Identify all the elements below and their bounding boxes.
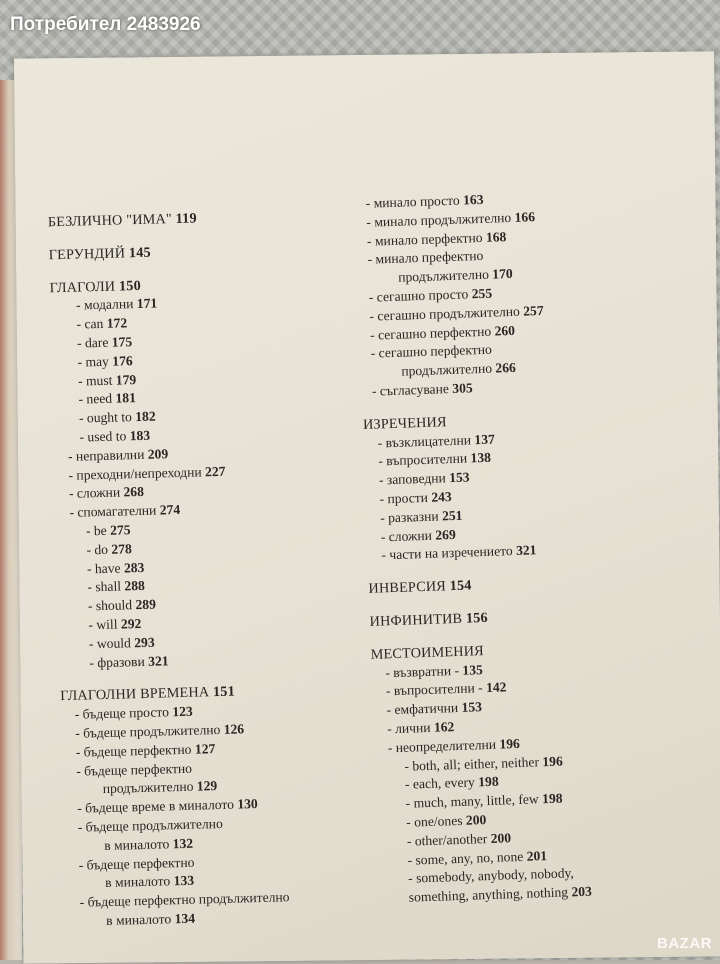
index-page-number: 196 — [499, 735, 521, 752]
index-page-number: 172 — [106, 315, 128, 331]
index-entry-text: в миналото — [105, 911, 172, 928]
index-page-number: 137 — [474, 431, 496, 447]
index-page-number: 266 — [495, 360, 517, 376]
index-entry-text: - both, all; either, neither — [404, 753, 540, 774]
index-entry-text: - минало продължително — [366, 209, 512, 230]
index-page-number: 162 — [433, 719, 455, 735]
index-page-number: 129 — [196, 778, 218, 794]
index-entry-text: - сложни — [380, 527, 433, 544]
index-entry-text: - емфатични — [386, 700, 459, 718]
index-entry-text: - части на изречението — [381, 543, 513, 563]
index-entry-text: - do — [86, 541, 109, 558]
index-entry — [368, 570, 668, 599]
index-entry-text: - some, any, no, none — [407, 848, 524, 868]
index-page-number: 138 — [470, 450, 492, 466]
index-page-number: 200 — [490, 829, 512, 846]
index-entry-text: - минало просто — [365, 192, 460, 211]
index-entry-text: - модални — [75, 296, 134, 313]
index-entry-text: - be — [85, 522, 107, 539]
index-page-number: 257 — [522, 302, 544, 319]
index-page-number: 132 — [172, 835, 194, 851]
index-page-number: 151 — [212, 683, 236, 701]
book-page — [14, 51, 720, 963]
index-page-number: 153 — [448, 469, 470, 486]
index-entry-text: - бъдеще перфектно — [75, 741, 192, 760]
index-page-number: 278 — [111, 540, 132, 557]
index-page-number: 196 — [542, 753, 563, 769]
index-page-number: 321 — [147, 652, 169, 669]
index-entry-text: - will — [88, 616, 118, 633]
index-entry-text: - one/ones — [406, 812, 463, 830]
index-entry-text: - must — [77, 372, 113, 389]
index-page-number: 274 — [159, 502, 181, 518]
index-page-number: 150 — [118, 277, 142, 295]
index-entry-text: - сегашно продължително — [369, 303, 521, 324]
index-page-number: 275 — [109, 522, 131, 538]
index-entry-text: - заповедни — [378, 470, 447, 488]
index-page-number: 126 — [223, 721, 245, 737]
index-entry-text: - бъдеще продължително — [75, 721, 221, 741]
index-entry-text: - ought to — [78, 409, 133, 426]
index-entry-text: - may — [77, 353, 110, 370]
index-entry-text: - сегашно перфектно — [369, 323, 492, 343]
index-page-number: 166 — [514, 208, 536, 225]
user-watermark: Потребител 2483926 — [10, 14, 201, 35]
index-page-number: 179 — [115, 371, 137, 388]
index-entry-text: - бъдеще перфектно — [78, 854, 195, 873]
index-entry-text: - would — [88, 635, 132, 652]
index-page-number: 119 — [175, 210, 197, 227]
index-page-number: 255 — [471, 285, 493, 302]
index-page-number: 292 — [120, 615, 142, 632]
index-page-number: 269 — [435, 526, 456, 543]
index-page-number: 130 — [237, 796, 258, 812]
index-page-number: 127 — [194, 740, 216, 757]
index-entry-text: продължително — [401, 360, 493, 379]
index-page-number: 154 — [449, 577, 472, 595]
index-entry-text: ГЛАГОЛНИ ВРЕМЕНА — [60, 684, 210, 705]
index-entry-text: - неправилни — [67, 446, 145, 464]
index-column-left — [48, 205, 367, 931]
index-entry-text: - somebody, anybody, nobody, — [407, 865, 575, 887]
index-page-number: 145 — [128, 244, 152, 262]
index-entry-text: ГЕРУНДИЙ — [48, 245, 126, 264]
index-page-number: 182 — [135, 408, 156, 425]
index-page-number: 123 — [172, 703, 193, 720]
index-entry-text: - фразови — [89, 653, 145, 670]
index-entry-text: - бъдеще просто — [74, 704, 170, 722]
index-entry-text: ИЗРЕЧЕНИЯ — [362, 413, 447, 433]
index-entry-text: - much, many, little, few — [405, 791, 539, 811]
index-entry — [369, 603, 669, 632]
index-entry-text: продължително — [102, 779, 194, 797]
index-entry-text: - each, every — [404, 774, 476, 793]
index-entry-text: - сегашно перфектно — [370, 342, 493, 362]
index-entry-text: в миналото — [104, 836, 170, 853]
index-page-number: 175 — [111, 334, 133, 350]
index-page-number: 153 — [461, 699, 483, 715]
index-entry-text: ГЛАГОЛИ — [49, 278, 116, 296]
index-page-number: 168 — [485, 228, 507, 245]
index-entry-text: - shall — [87, 578, 122, 595]
index-page-number: 200 — [465, 812, 487, 828]
index-entry-text: - прости — [379, 489, 429, 507]
index-entry-text: - need — [78, 391, 113, 407]
index-entry-text: - other/another — [406, 830, 488, 849]
index-entry-text: - бъдеще перфектно продължително — [79, 889, 290, 910]
index-entry-text: продължително — [397, 266, 490, 285]
index-entry-text: - бъдеще перфектно — [76, 760, 193, 779]
index-page-number: 142 — [485, 679, 507, 696]
index-page-number: 163 — [462, 191, 484, 208]
index-page-number: 170 — [492, 266, 513, 282]
index-entry-text: - възклицателни — [377, 431, 472, 451]
index-entry-text: ИНФИНИТИВ — [369, 610, 463, 630]
index-column-right — [355, 185, 679, 908]
index-page-number: 171 — [136, 295, 158, 312]
index-page-number: 176 — [112, 352, 133, 369]
index-entry-text: - used to — [79, 428, 127, 445]
index-page-number: 134 — [174, 910, 196, 927]
index-entry-text: - разказни — [379, 508, 439, 526]
index-page-number: 201 — [526, 847, 548, 864]
index-page-number: 133 — [173, 873, 195, 889]
index-entry-text: - should — [87, 597, 133, 614]
index-entry-text: - въпросителни - — [385, 680, 483, 699]
index-page-number: 203 — [571, 883, 593, 900]
index-entry-text: - have — [86, 560, 121, 576]
index-entry-text: - преходни/непреходни — [68, 463, 202, 483]
index-entry-text: - сегашно просто — [368, 286, 469, 305]
index-page-number: 321 — [515, 542, 537, 559]
index-page-number: 198 — [541, 790, 563, 807]
index-page-number: 283 — [123, 559, 145, 575]
index-page-number: 227 — [204, 463, 226, 479]
index-entry-text: - въпросителни — [378, 450, 468, 469]
index-entry-text: - can — [76, 316, 104, 332]
index-entry-text: - dare — [76, 334, 109, 351]
index-entry-text: - неопределителни — [387, 736, 497, 756]
site-logo: BAZAR — [657, 935, 712, 952]
index-page-number: 289 — [135, 596, 157, 613]
index-page-number: 181 — [115, 390, 137, 406]
index-page-number: 293 — [134, 634, 155, 650]
index-entry-text: - сложни — [68, 484, 121, 502]
index-page-number: 288 — [124, 578, 146, 594]
index-page-number: 305 — [452, 380, 473, 396]
index-page-number: 198 — [477, 773, 499, 790]
index-entry-text: - бъдеще време в миналото — [77, 796, 235, 816]
index-entry-text: БЕЗЛИЧНО "ИМА" — [47, 211, 173, 231]
index-entry-text: something, anything, nothing — [408, 884, 569, 905]
index-entry-text: - минало перфектно — [366, 229, 483, 249]
index-entry — [48, 238, 348, 265]
index-page-number: 260 — [494, 322, 516, 339]
index-entry — [48, 205, 348, 232]
index-page-number: 243 — [431, 489, 452, 505]
index-entry-text: - спомагателни — [69, 502, 157, 521]
index-entry-text: МЕСТОИМЕНИЯ — [370, 642, 485, 663]
index-entry-text: - минало префектно — [367, 248, 484, 268]
index-page-number: 209 — [147, 446, 169, 462]
index-entry-text: в миналото — [104, 873, 171, 891]
index-entry-text: - лични — [386, 719, 431, 737]
index-page-number: 156 — [465, 609, 489, 627]
index-page-number: 251 — [441, 507, 463, 524]
index-entry-text: - бъдеще продължително — [77, 815, 223, 835]
index-page-number: 268 — [123, 484, 145, 500]
index-page-number: 135 — [462, 661, 484, 678]
index-entry-text: - съгласуване — [371, 381, 450, 399]
index-entry-text: ИНВЕРСИЯ — [368, 578, 447, 598]
index-entry-text: - възвратни - — [385, 662, 460, 680]
index-page-number: 183 — [129, 427, 151, 444]
